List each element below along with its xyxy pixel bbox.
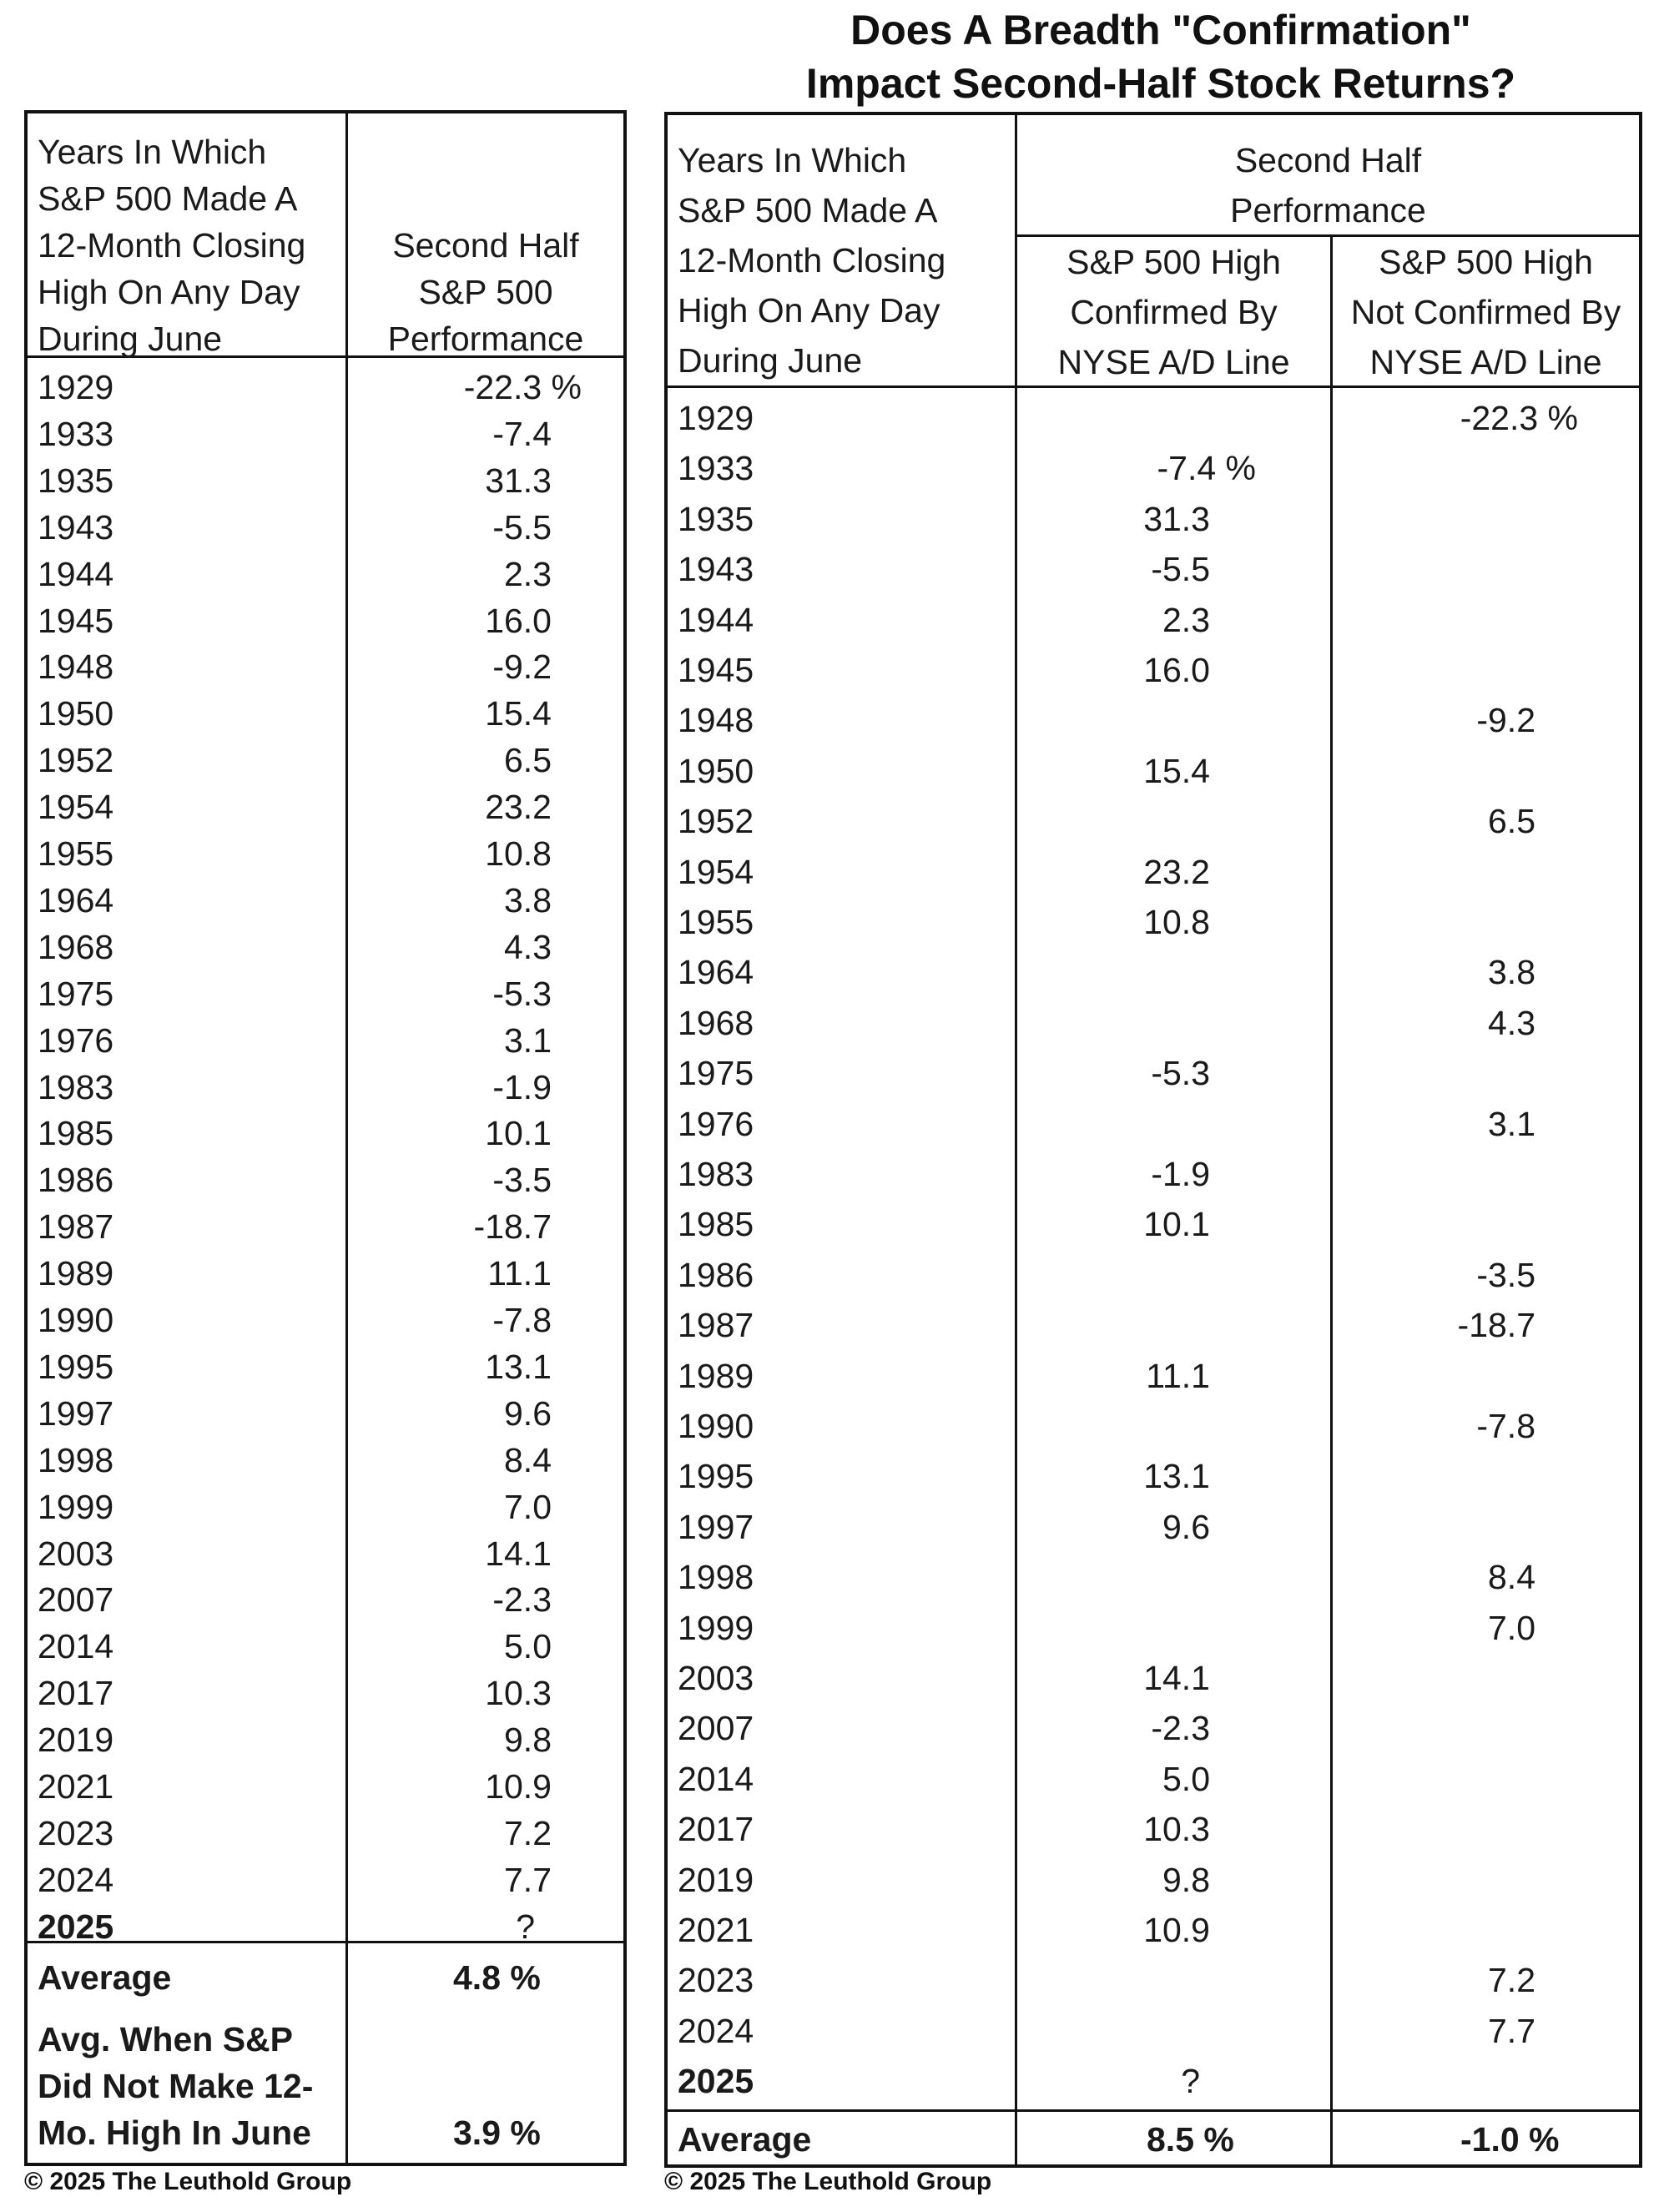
left-average-value: 4.8 % [453, 1958, 541, 1997]
right-row-year: 1998 [678, 1558, 754, 1597]
right-row-year: 1985 [678, 1205, 754, 1244]
left-row-year: 2014 [38, 1627, 114, 1666]
left-row-performance: ? [516, 1907, 535, 1946]
left-row-performance: 10.1 [485, 1114, 552, 1153]
right-row-year: 1987 [678, 1306, 754, 1345]
right-row-year: 1964 [678, 953, 754, 992]
right-row-year: 1983 [678, 1155, 754, 1193]
left-avg-not-value: 3.9 % [453, 2114, 541, 2152]
left-row-performance: 10.8 [485, 834, 552, 873]
left-row-year: 1997 [38, 1393, 114, 1433]
right-row-confirmed: 9.8 [1162, 1860, 1210, 1899]
left-row-year: 2019 [38, 1721, 114, 1760]
left-header-performance [348, 222, 623, 362]
right-row-not-confirmed: 7.2 [1488, 1961, 1535, 2000]
right-row-year: 1948 [678, 701, 754, 740]
right-row-confirmed: -2.3 [1151, 1709, 1210, 1748]
left-row-performance: 6.5 [504, 741, 552, 780]
right-row-year: 1968 [678, 1003, 754, 1042]
header-line: S&P 500 Made A [678, 191, 938, 229]
right-row-year: 1950 [678, 751, 754, 790]
left-row-performance: -9.2 [492, 647, 552, 687]
left-row-year: 1933 [38, 414, 114, 453]
left-row-year: 1986 [38, 1161, 114, 1200]
right-row-year: 1975 [678, 1054, 754, 1093]
header-line: Years In Which [38, 133, 267, 171]
header-line: Confirmed By [1070, 293, 1278, 331]
right-row-confirmed: -1.9 [1151, 1155, 1210, 1193]
left-row-performance: -7.8 [492, 1301, 552, 1339]
left-row-year: 1944 [38, 554, 114, 593]
right-row-year: 2024 [678, 2011, 754, 2050]
left-row-year: 1955 [38, 834, 114, 873]
right-average-divider [668, 2109, 1639, 2112]
left-header-years [38, 128, 305, 362]
right-row-not-confirmed: 8.4 [1488, 1558, 1535, 1597]
left-row-performance: 15.4 [485, 694, 552, 733]
right-header-years [678, 135, 945, 385]
left-row-year: 1987 [38, 1207, 114, 1247]
left-row-year: 2017 [38, 1674, 114, 1713]
left-row-performance: 4.3 [504, 927, 552, 966]
right-row-confirmed: 16.0 [1143, 651, 1210, 689]
right-row-year: 1997 [678, 1507, 754, 1546]
right-row-confirmed: 5.0 [1162, 1759, 1210, 1798]
header-line: Second Half [392, 226, 579, 265]
right-average-confirmed: 8.5 % [1147, 2120, 1234, 2159]
right-row-confirmed: 11.1 [1146, 1356, 1210, 1395]
header-line: Second Half [1234, 141, 1422, 179]
left-row-performance: 16.0 [485, 601, 552, 640]
left-row-year: 1995 [38, 1347, 114, 1386]
left-row-year: 1989 [38, 1254, 114, 1293]
right-row-confirmed: 10.9 [1143, 1911, 1210, 1949]
right-column-divider-2 [1330, 234, 1333, 2164]
chart-title [664, 3, 1657, 110]
left-row-year: 1935 [38, 461, 114, 500]
left-row-year: 2023 [38, 1813, 114, 1852]
left-row-performance: -2.3 [492, 1580, 552, 1620]
right-row-confirmed: 10.3 [1143, 1810, 1210, 1849]
right-row-confirmed: 14.1 [1143, 1659, 1210, 1697]
left-row-year: 1985 [38, 1114, 114, 1153]
right-row-not-confirmed: -3.5 [1476, 1255, 1535, 1294]
left-row-year: 2021 [38, 1767, 114, 1806]
right-row-year: 1929 [678, 399, 754, 437]
left-performance-table [24, 110, 627, 2166]
right-average-not-confirmed: -1.0 % [1460, 2120, 1560, 2159]
right-row-not-confirmed: -18.7 [1457, 1306, 1535, 1345]
right-row-year: 1935 [678, 499, 754, 538]
right-row-confirmed: 10.8 [1143, 903, 1210, 941]
left-row-performance: 5.0 [504, 1627, 552, 1666]
right-row-confirmed: 31.3 [1143, 499, 1210, 538]
header-line: S&P 500 High [1379, 243, 1593, 281]
left-row-performance: -3.5 [492, 1161, 552, 1200]
right-header-confirmed [1017, 237, 1330, 387]
left-row-year: 1998 [38, 1440, 114, 1479]
left-row-performance: 3.8 [504, 880, 552, 920]
left-row-year: 1929 [38, 368, 114, 406]
right-row-year: 2025 [678, 2062, 754, 2101]
title-line-2: Impact Second-Half Stock Returns? [805, 60, 1516, 107]
right-row-year: 1943 [678, 550, 754, 589]
right-row-confirmed: 13.1 [1143, 1457, 1210, 1496]
right-row-year: 2023 [678, 1961, 754, 2000]
left-row-performance: 7.2 [504, 1813, 552, 1852]
left-row-performance: 23.2 [485, 788, 552, 827]
left-row-performance: -5.3 [492, 974, 552, 1013]
right-row-year: 2021 [678, 1911, 754, 1949]
left-row-performance: -22.3 % [463, 368, 582, 406]
right-row-year: 2017 [678, 1810, 754, 1849]
right-row-not-confirmed: 6.5 [1488, 802, 1535, 841]
right-row-confirmed: ? [1181, 2062, 1200, 2101]
right-row-confirmed: 9.6 [1162, 1507, 1210, 1546]
title-line-1: Does A Breadth "Confirmation" [850, 7, 1471, 53]
right-row-year: 1986 [678, 1255, 754, 1294]
right-average-label: Average [678, 2120, 812, 2159]
label-line: Avg. When S&P [38, 2020, 293, 2058]
right-row-year: 1995 [678, 1457, 754, 1496]
right-performance-table [664, 112, 1642, 2168]
left-row-performance: 9.6 [504, 1393, 552, 1433]
label-line: Mo. High In June [38, 2114, 311, 2152]
header-line: S&P 500 Made A [38, 179, 298, 218]
header-line: High On Any Day [678, 291, 940, 330]
right-row-year: 2014 [678, 1759, 754, 1798]
left-row-year: 1976 [38, 1020, 114, 1060]
header-line: S&P 500 High [1066, 243, 1281, 281]
left-row-performance: -18.7 [473, 1207, 552, 1247]
right-row-year: 2007 [678, 1709, 754, 1748]
right-row-not-confirmed: 4.3 [1488, 1003, 1535, 1042]
right-row-year: 2019 [678, 1860, 754, 1899]
right-row-year: 1933 [678, 449, 754, 488]
copyright-right: © 2025 The Leuthold Group [664, 2168, 992, 2195]
header-line: Performance [387, 320, 584, 358]
left-row-performance: 8.4 [504, 1440, 552, 1479]
header-line: Not Confirmed By [1350, 293, 1621, 331]
right-row-confirmed: 10.1 [1143, 1205, 1210, 1244]
left-row-year: 1943 [38, 507, 114, 547]
left-row-year: 1952 [38, 741, 114, 780]
left-row-year: 2024 [38, 1860, 114, 1899]
right-row-not-confirmed: 3.8 [1488, 953, 1535, 992]
right-header-group [1017, 135, 1639, 235]
left-row-year: 2025 [38, 1907, 114, 1946]
right-row-not-confirmed: -22.3 % [1460, 399, 1578, 437]
header-line: NYSE A/D Line [1057, 343, 1290, 381]
right-row-not-confirmed: -9.2 [1476, 701, 1535, 740]
left-row-year: 2007 [38, 1580, 114, 1620]
left-row-performance: 31.3 [485, 461, 552, 500]
right-row-confirmed: 2.3 [1162, 600, 1210, 639]
right-row-not-confirmed: -7.8 [1476, 1407, 1535, 1445]
header-line: NYSE A/D Line [1369, 343, 1602, 381]
left-row-year: 1948 [38, 647, 114, 687]
right-row-confirmed: -7.4 % [1157, 449, 1256, 488]
right-row-year: 2003 [678, 1659, 754, 1697]
left-row-performance: 14.1 [485, 1534, 552, 1573]
right-row-year: 1954 [678, 852, 754, 891]
left-row-year: 1945 [38, 601, 114, 640]
left-row-year: 1990 [38, 1301, 114, 1339]
left-row-performance: -1.9 [492, 1067, 552, 1106]
left-row-year: 1975 [38, 974, 114, 1013]
right-row-year: 1952 [678, 802, 754, 841]
header-line: Years In Which [678, 141, 907, 179]
left-row-performance: -7.4 [492, 414, 552, 453]
header-line: During June [38, 320, 223, 358]
left-row-performance: 7.0 [504, 1487, 552, 1526]
header-line: 12-Month Closing [38, 226, 306, 265]
left-row-performance: 13.1 [485, 1347, 552, 1386]
right-row-confirmed: -5.3 [1151, 1054, 1210, 1093]
left-avg-not-label [38, 2016, 313, 2156]
right-row-confirmed: -5.5 [1151, 550, 1210, 589]
right-row-year: 1989 [678, 1356, 754, 1395]
left-row-performance: -5.5 [492, 507, 552, 547]
right-row-confirmed: 23.2 [1143, 852, 1210, 891]
left-row-year: 2003 [38, 1534, 114, 1573]
left-row-performance: 3.1 [504, 1020, 552, 1060]
left-column-divider [345, 113, 348, 2163]
right-row-year: 1990 [678, 1407, 754, 1445]
right-row-year: 1999 [678, 1608, 754, 1647]
left-row-year: 1950 [38, 694, 114, 733]
left-row-performance: 10.9 [485, 1767, 552, 1806]
right-row-year: 1945 [678, 651, 754, 689]
header-line: 12-Month Closing [678, 241, 946, 280]
header-line: During June [678, 341, 863, 380]
right-row-year: 1976 [678, 1104, 754, 1143]
right-row-year: 1944 [678, 600, 754, 639]
left-row-year: 1954 [38, 788, 114, 827]
header-line: S&P 500 [418, 273, 553, 311]
left-row-performance: 11.1 [487, 1254, 552, 1293]
left-row-year: 1983 [38, 1067, 114, 1106]
header-line: High On Any Day [38, 273, 300, 311]
left-row-year: 1999 [38, 1487, 114, 1526]
left-row-year: 1968 [38, 927, 114, 966]
right-row-not-confirmed: 7.7 [1488, 2011, 1535, 2050]
left-row-performance: 2.3 [504, 554, 552, 593]
left-row-performance: 10.3 [485, 1674, 552, 1713]
right-column-divider-1 [1015, 115, 1017, 2164]
right-header-not-confirmed [1333, 237, 1639, 387]
right-row-not-confirmed: 3.1 [1488, 1104, 1535, 1143]
right-row-year: 1955 [678, 903, 754, 941]
header-line: Performance [1230, 191, 1426, 229]
left-row-performance: 7.7 [504, 1860, 552, 1899]
label-line: Did Not Make 12- [38, 2067, 314, 2105]
right-row-not-confirmed: 7.0 [1488, 1608, 1535, 1647]
right-row-confirmed: 15.4 [1143, 751, 1210, 790]
left-average-label: Average [38, 1958, 172, 1997]
copyright-left: © 2025 The Leuthold Group [24, 2168, 352, 2195]
left-row-year: 1964 [38, 880, 114, 920]
left-row-performance: 9.8 [504, 1721, 552, 1760]
